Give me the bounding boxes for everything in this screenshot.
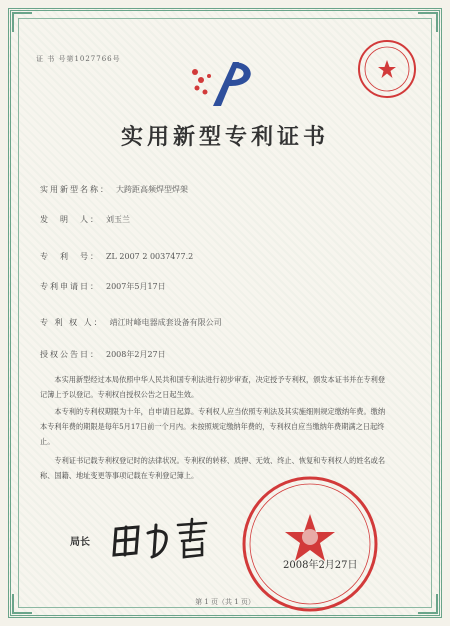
official-seal-icon <box>240 474 380 614</box>
sipo-logo-icon <box>185 58 260 113</box>
field-utility-model-name <box>40 184 188 195</box>
corner-ornament <box>12 12 32 32</box>
paragraph-legal-status: 专利证书记载专利权登记时的法律状况。专利权的转移、质押、无效、终止、恢复和专利权人的姓名或名称、国籍、地址变更等事项记载在专利登记簿上。 <box>40 456 386 480</box>
corner-ornament <box>418 12 438 32</box>
director-label: 局长 <box>70 537 90 548</box>
field-value: 2008年2月27日 <box>106 350 166 359</box>
field-application-date <box>40 281 166 292</box>
paragraph-grant-statement: 本实用新型经过本局依照中华人民共和国专利法进行初步审查，决定授予专利权，颁发本证书并在专利登记簿上予以登记。专利权自授权公告之日起生效。 <box>40 375 386 399</box>
certificate-number: 证 书 号第1027766号 <box>36 55 121 63</box>
field-value: ZL 2007 2 0037477.2 <box>106 252 194 261</box>
issue-date: 2008年2月27日 <box>283 560 358 571</box>
red-stamp-icon <box>356 38 418 100</box>
field-label: 实用新型名称： <box>40 185 110 194</box>
field-label: 专利申请日： <box>40 282 100 291</box>
field-grant-date <box>40 349 166 360</box>
paragraph-term-fees: 本专利的专利权期限为十年，自申请日起算。专利权人应当依照专利法及其实施细则规定缴纳年费。缴纳本专利年费的期限是每年5月17日前一个月内。未按照规定缴纳年费的，专利权自应当缴纳年费期满之日起终止。 <box>40 407 386 446</box>
field-label: 授权公告日： <box>40 350 100 359</box>
field-patent-number <box>40 251 193 262</box>
field-value: 刘玉兰 <box>106 215 130 224</box>
field-label: 专 利 权 人： <box>40 318 104 327</box>
field-inventor <box>40 214 130 225</box>
field-value: 大跨距高频焊型焊架 <box>116 185 188 194</box>
field-value: 靖江时峰电器成套设备有限公司 <box>109 318 222 327</box>
field-value: 2007年5月17日 <box>106 282 166 291</box>
field-patentee <box>40 317 222 328</box>
director-signature-icon <box>108 515 218 563</box>
certificate-title: 实用新型专利证书 <box>120 124 329 150</box>
field-label: 发 明 人： <box>40 215 100 224</box>
page-number: 第 1 页（共 1 页） <box>195 598 255 606</box>
field-label: 专 利 号： <box>40 252 100 261</box>
